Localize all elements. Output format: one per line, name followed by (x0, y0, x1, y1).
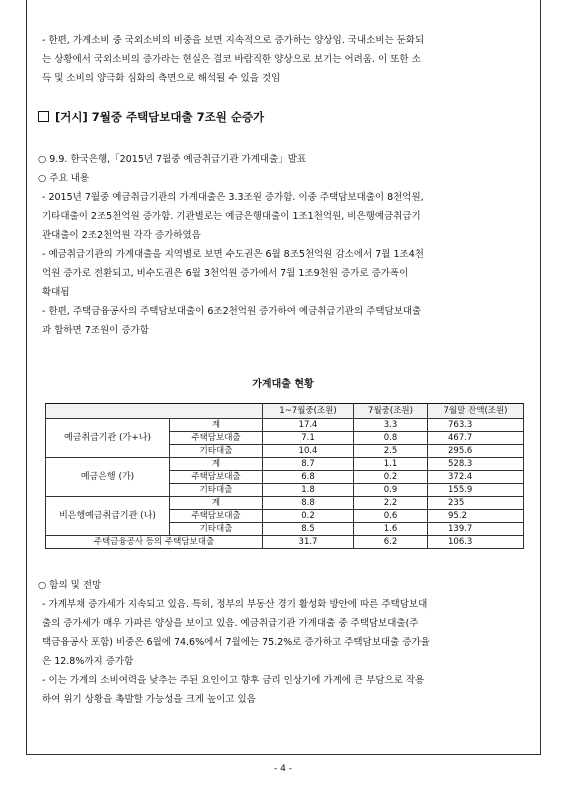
table-footer-row (46, 536, 524, 549)
content-line: - 예금취급기관의 가계대출을 지역별로 보면 수도권은 6월 8조5천억원 감소에서 7월 1조4천 (42, 249, 424, 260)
table-cell: 467.7 (428, 432, 524, 445)
table-cell: 295.6 (428, 445, 524, 458)
outlook-line: 은 12.8%까지 증가함 (42, 656, 134, 667)
content-label: ○ 주요 내용 (38, 173, 90, 184)
table-cell: 6.2 (354, 536, 428, 549)
group-label: 비은행예금취급기관 (나) (46, 497, 170, 536)
table-cell: 2.2 (354, 497, 428, 510)
table-cell: 0.2 (263, 510, 354, 523)
table-header-row (46, 404, 524, 419)
table-cell: 1.8 (263, 484, 354, 497)
table-cell: 0.2 (354, 471, 428, 484)
table-cell: 139.7 (428, 523, 524, 536)
table-cell: 31.7 (263, 536, 354, 549)
table-cell: 1.6 (354, 523, 428, 536)
content-line: 과 합하면 7조원이 증가함 (42, 325, 149, 336)
source-line: ○ 9.9. 한국은행,「2015년 7월중 예금취급기관 가계대출」발표 (38, 154, 307, 165)
outlook-line: 택금융공사 포함) 비중은 6월에 74.6%에서 7월에는 75.2%로 증가하고 주택담보대출 증가율 (42, 637, 430, 648)
intro-line: 는 상황에서 국외소비의 증가라는 현실은 결코 바람직한 양상으로 보기는 어려움. 이 또한 소 (42, 54, 421, 65)
table-cell: 0.8 (354, 432, 428, 445)
table-title: 가계대출 현황 (252, 379, 314, 390)
table-header-blank (46, 404, 263, 419)
table-row (46, 458, 524, 471)
table-cell: 8.7 (263, 458, 354, 471)
content-line: - 2015년 7월중 예금취급기관의 가계대출은 3.3조원 증가함. 이중 주택담보대출이 8천억원, (42, 192, 424, 203)
table-cell: 95.2 (428, 510, 524, 523)
row-label: 계 (170, 419, 263, 432)
table-cell: 7.1 (263, 432, 354, 445)
page-number: - 4 - (274, 764, 292, 774)
content-line: 관대출이 2조2천억원 각각 증가하였음 (42, 230, 201, 241)
table-row (46, 497, 524, 510)
table-header: 7월중(조원) (354, 404, 428, 419)
row-label: 주택담보대출 (170, 510, 263, 523)
table-cell: 106.3 (428, 536, 524, 549)
table-cell: 155.9 (428, 484, 524, 497)
table-row (46, 419, 524, 432)
intro-line: 득 및 소비의 양극화 심화의 측면으로 해석될 수 있을 것임 (42, 73, 281, 84)
row-label: 기타대출 (170, 484, 263, 497)
row-label: 주택담보대출 (170, 471, 263, 484)
table-cell: 0.6 (354, 510, 428, 523)
table-cell: 17.4 (263, 419, 354, 432)
table-cell: 1.1 (354, 458, 428, 471)
content-line: 확대됨 (42, 287, 70, 298)
row-label: 기타대출 (170, 445, 263, 458)
outlook-line: - 이는 가계의 소비여력을 낮추는 주된 요인이고 향후 금리 인상기에 가계에 큰 부담으로 작용 (42, 675, 425, 686)
table-header: 1~7월중(조원) (263, 404, 354, 419)
row-label: 계 (170, 497, 263, 510)
intro-line: - 한편, 가계소비 중 국외소비의 비중을 보면 지속적으로 증가하는 양상임. 국내소비는 둔화되 (42, 35, 425, 46)
outlook-line: 하여 위기 상황을 촉발할 가능성을 크게 높이고 있음 (42, 694, 256, 705)
table-cell: 235 (428, 497, 524, 510)
table-cell: 0.9 (354, 484, 428, 497)
household-loans-table (45, 403, 524, 549)
row-label: 기타대출 (170, 523, 263, 536)
section-heading (38, 109, 264, 125)
table-cell: 8.8 (263, 497, 354, 510)
table-cell: 763.3 (428, 419, 524, 432)
table-cell: 2.5 (354, 445, 428, 458)
table-header: 7월말 잔액(조원) (428, 404, 524, 419)
table-cell: 372.4 (428, 471, 524, 484)
table-cell: 10.4 (263, 445, 354, 458)
checkbox-square-icon (38, 111, 49, 122)
outlook-line: 출의 증가세가 매우 가파른 양상을 보이고 있음. 예금취급기관 가계대출 중 주택담보대출(주 (42, 618, 419, 629)
content-line: - 한편, 주택금융공사의 주택담보대출이 6조2천억원 증가하여 예금취급기관의 주택담보대출 (42, 306, 422, 317)
row-label: 주택금융공사 등의 주택담보대출 (46, 536, 263, 549)
table-cell: 8.5 (263, 523, 354, 536)
group-label: 예금취급기관 (가+나) (46, 419, 170, 458)
section-heading-text: [거시] 7월중 주택담보대출 7조원 순증가 (55, 110, 265, 124)
outlook-line: - 가계부채 증가세가 지속되고 있음. 특히, 정부의 부동산 경기 활성화 방안에 따른 주택담보대 (42, 599, 428, 610)
content-line: 기타대출이 2조5천억원 증가함. 기관별로는 예금은행대출이 1조1천억원, 비은행예금취급기 (42, 211, 421, 222)
table-cell: 6.8 (263, 471, 354, 484)
content-line: 억원 증가로 전환되고, 비수도권은 6월 3천억원 증가에서 7월 1조9천원 증가로 증가폭이 (42, 268, 409, 279)
row-label: 주택담보대출 (170, 432, 263, 445)
table-cell: 528.3 (428, 458, 524, 471)
table-cell: 3.3 (354, 419, 428, 432)
row-label: 계 (170, 458, 263, 471)
group-label: 예금은행 (가) (46, 458, 170, 497)
outlook-label: ○ 함의 및 전망 (38, 580, 102, 591)
